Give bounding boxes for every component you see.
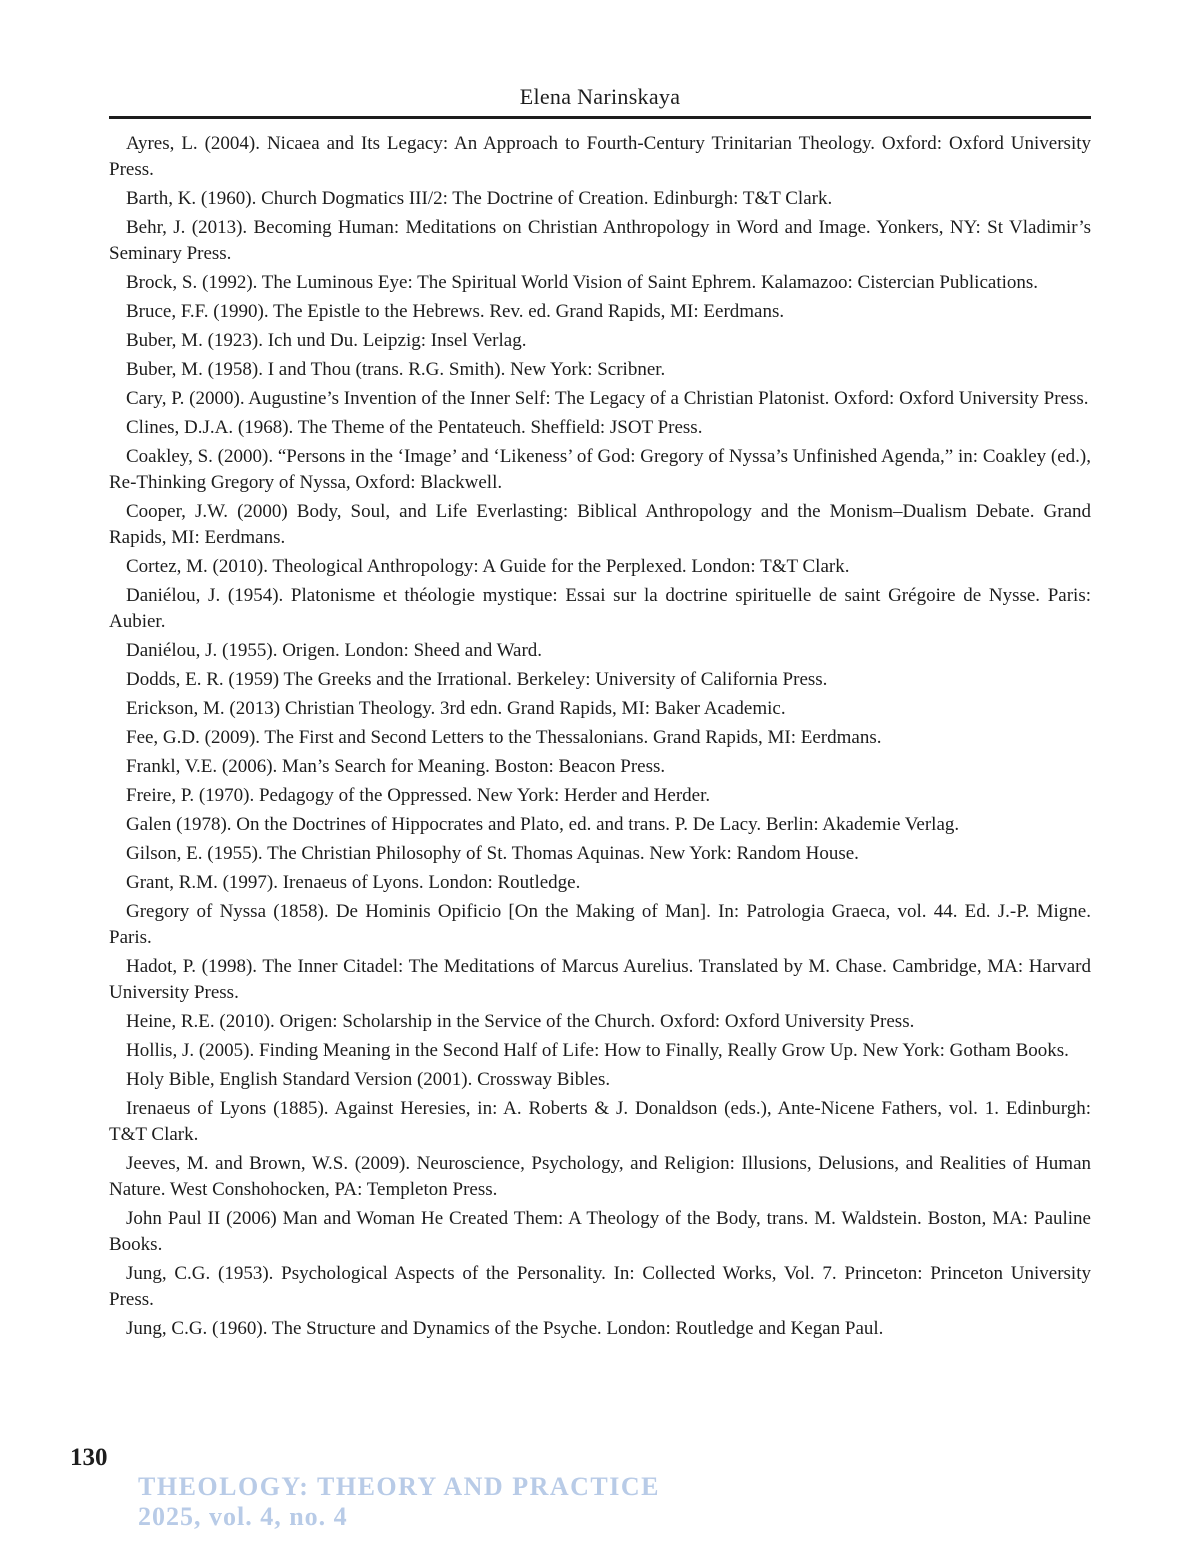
page-content bbox=[109, 0, 1091, 1342]
reference-entry: Galen (1978). On the Doctrines of Hippocrates and Plato, ed. and trans. P. De Lacy. Berlin: Akademie Verlag. bbox=[126, 814, 960, 835]
running-header bbox=[109, 0, 1091, 119]
reference-entry: Freire, P. (1970). Pedagogy of the Oppressed. New York: Herder and Herder. bbox=[126, 785, 711, 806]
journal-footer bbox=[138, 1472, 660, 1532]
reference-entry: Cary, P. (2000). Augustine’s Invention of the Inner Self: The Legacy of a Christian Platonist. Oxford: Oxford University Press. bbox=[126, 388, 1089, 409]
reference-entry: Barth, K. (1960). Church Dogmatics III/2: The Doctrine of Creation. Edinburgh: T&T Clark. bbox=[126, 188, 833, 209]
reference-entry: Buber, M. (1958). I and Thou (trans. R.G. Smith). New York: Scribner. bbox=[126, 359, 666, 380]
reference-entry: Hollis, J. (2005). Finding Meaning in the Second Half of Life: How to Finally, Really Grow Up. New York: Gotham Books. bbox=[126, 1040, 1069, 1061]
reference-entry: Daniélou, J. (1954). Platonisme et théologie mystique: Essai sur la doctrine spirituelle de saint Grégoire de Nysse. Paris: Aubier. bbox=[109, 585, 1091, 632]
page-number: 130 bbox=[70, 1444, 108, 1471]
running-header-author: Elena Narinskaya bbox=[519, 84, 681, 109]
reference-entry: Buber, M. (1923). Ich und Du. Leipzig: Insel Verlag. bbox=[126, 330, 527, 351]
reference-entry: Irenaeus of Lyons (1885). Against Heresies, in: A. Roberts & J. Donaldson (eds.), Ante-Nicene Fathers, vol. 1. Edinburgh: T&T Clark. bbox=[109, 1098, 1091, 1145]
reference-entry: Frankl, V.E. (2006). Man’s Search for Meaning. Boston: Beacon Press. bbox=[126, 756, 666, 777]
references-list bbox=[109, 131, 1091, 1342]
reference-entry: Bruce, F.F. (1990). The Epistle to the Hebrews. Rev. ed. Grand Rapids, MI: Eerdmans. bbox=[126, 301, 785, 322]
reference-entry: Gregory of Nyssa (1858). De Hominis Opificio [On the Making of Man]. In: Patrologia Graeca, vol. 44. Ed. J.-P. Migne. Paris. bbox=[109, 901, 1091, 948]
reference-entry: Cortez, M. (2010). Theological Anthropology: A Guide for the Perplexed. London: T&T Clark. bbox=[126, 556, 850, 577]
reference-entry: Clines, D.J.A. (1968). The Theme of the Pentateuch. Sheffield: JSOT Press. bbox=[126, 417, 703, 438]
reference-entry: Brock, S. (1992). The Luminous Eye: The Spiritual World Vision of Saint Ephrem. Kalamazoo: Cistercian Publications. bbox=[126, 272, 1039, 293]
reference-entry: Hadot, P. (1998). The Inner Citadel: The Meditations of Marcus Aurelius. Translated by M. Chase. Cambridge, MA: Harvard University Press. bbox=[109, 956, 1091, 1003]
reference-entry: Jeeves, M. and Brown, W.S. (2009). Neuroscience, Psychology, and Religion: Illusions, Delusions, and Realities of Human Nature. West Conshohocken, PA: Templeton Press. bbox=[109, 1153, 1091, 1200]
header-rule bbox=[109, 116, 1091, 119]
journal-title: THEOLOGY: THEORY AND PRACTICE bbox=[138, 1472, 660, 1501]
journal-issue: 2025, vol. 4, no. 4 bbox=[138, 1502, 348, 1531]
reference-entry: Ayres, L. (2004). Nicaea and Its Legacy: An Approach to Fourth-Century Trinitarian Theology. Oxford: Oxford University Press. bbox=[109, 133, 1091, 180]
reference-entry: Jung, C.G. (1960). The Structure and Dynamics of the Psyche. London: Routledge and Kegan Paul. bbox=[126, 1318, 884, 1339]
reference-entry: Heine, R.E. (2010). Origen: Scholarship in the Service of the Church. Oxford: Oxford University Press. bbox=[126, 1011, 915, 1032]
reference-entry: Erickson, M. (2013) Christian Theology. 3rd edn. Grand Rapids, MI: Baker Academic. bbox=[126, 698, 786, 719]
reference-entry: Grant, R.M. (1997). Irenaeus of Lyons. London: Routledge. bbox=[126, 872, 581, 893]
reference-entry: Jung, C.G. (1953). Psychological Aspects of the Personality. In: Collected Works, Vol. 7. Princeton: Princeton University Press. bbox=[109, 1263, 1091, 1310]
reference-entry: Dodds, E. R. (1959) The Greeks and the Irrational. Berkeley: University of California Press. bbox=[126, 669, 828, 690]
reference-entry: Gilson, E. (1955). The Christian Philosophy of St. Thomas Aquinas. New York: Random House. bbox=[126, 843, 859, 864]
reference-entry: John Paul II (2006) Man and Woman He Created Them: A Theology of the Body, trans. M. Waldstein. Boston, MA: Pauline Books. bbox=[109, 1208, 1091, 1255]
reference-entry: Behr, J. (2013). Becoming Human: Meditations on Christian Anthropology in Word and Image. Yonkers, NY: St Vladimir’s Seminary Press. bbox=[109, 217, 1091, 264]
reference-entry: Holy Bible, English Standard Version (2001). Crossway Bibles. bbox=[126, 1069, 611, 1090]
reference-entry: Cooper, J.W. (2000) Body, Soul, and Life Everlasting: Biblical Anthropology and the Monism–Dualism Debate. Grand Rapids, MI: Eerdmans. bbox=[109, 501, 1091, 548]
reference-entry: Daniélou, J. (1955). Origen. London: Sheed and Ward. bbox=[126, 640, 543, 661]
reference-entry: Fee, G.D. (2009). The First and Second Letters to the Thessalonians. Grand Rapids, MI: Eerdmans. bbox=[126, 727, 882, 748]
reference-entry: Coakley, S. (2000). “Persons in the ‘Image’ and ‘Likeness’ of God: Gregory of Nyssa’s Unfinished Agenda,” in: Coakley (ed.), Re-Thinking Gregory of Nyssa, Oxford: Blackwell. bbox=[109, 446, 1091, 493]
